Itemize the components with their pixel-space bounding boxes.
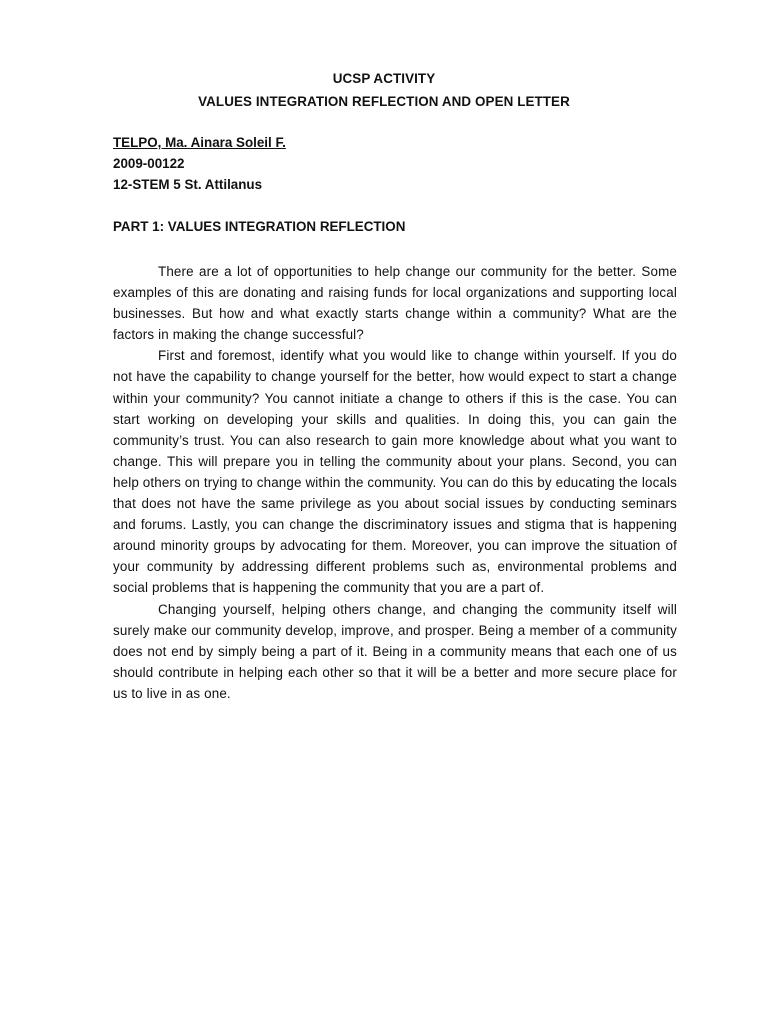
student-id: 2009-00122 <box>113 156 185 171</box>
document-subtitle: VALUES INTEGRATION REFLECTION AND OPEN LETTER <box>198 94 570 109</box>
paragraph: There are a lot of opportunities to help change our community for the better. Some examples of this are donating and raising funds for local organizations and supporting local businesses. But how and what exactly starts change within a community? What are the factors in making the change successful? <box>113 264 677 343</box>
paragraph: First and foremost, identify what you would like to change within yourself. If you do not have the capability to change yourself for the better, how would expect to start a change within your community? You cannot initiate a change to others if this is the case. You can start working on developing your skills and qualities. In doing this, you can gain the community’s trust. You can also research to gain more knowledge about what you want to change. This will prepare you in telling the community about your plans. Second, you can help others on trying to change within the community. You can do this by educating the locals that does not have the same privilege as you about social issues by conducting seminars and forums. Lastly, you can change the discriminatory issues and stigma that is happening around minority groups by advocating for them. Moreover, you can improve the situation of your community by addressing different problems such as, environmental problems and social problems that is happening the community that you are a part of. <box>113 348 677 596</box>
document-title: UCSP ACTIVITY <box>332 71 436 86</box>
student-name: TELPO, Ma. Ainara Soleil F. <box>113 135 286 150</box>
part-heading: PART 1: VALUES INTEGRATION REFLECTION <box>113 219 406 234</box>
student-section: 12-STEM 5 St. Attilanus <box>113 177 263 192</box>
paragraph: Changing yourself, helping others change, and changing the community itself will surely make our community develop, improve, and prosper. Being a member of a community does not end by simply being a part of it. Being in a community means that each one of us should contribute in helping each other so that it will be a better and more secure place for us to live in as one. <box>113 601 677 701</box>
reflection-body <box>113 261 677 704</box>
